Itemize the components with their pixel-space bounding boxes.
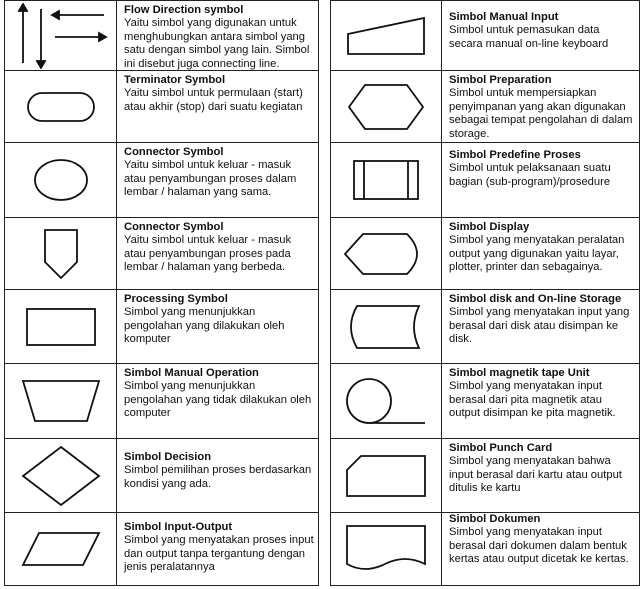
symbol-description: Simbol yang menyatakan bahwa input berasal dari kartu atau output ditulis ke kartu [449,455,622,495]
table-row [5,439,318,513]
manual-operation-trapezoid-icon [5,364,117,438]
table-row [331,218,639,290]
symbol-title: Simbol Predefine Proses [449,149,581,161]
left-symbol-table [4,0,319,586]
symbol-description: Simbol yang menyatakan peralatan output yang digunakan yaitu layar, plotter, printer dan sebagainya. [449,234,625,274]
disk-storage-icon [331,290,442,363]
table-row [5,290,318,364]
symbol-description: Simbol yang menyatakan input yang berasal dari disk atau disimpan ke disk. [449,306,630,346]
symbol-title: Simbol Dokumen [449,513,541,525]
document-icon [331,513,442,585]
table-row [331,290,639,364]
input-output-parallelogram-icon [5,513,117,585]
right-symbol-table [330,0,640,586]
manual-input-icon [331,1,442,70]
symbol-description: Simbol pemilihan proses berdasarkan kondisi yang ada. [124,464,312,490]
terminator-icon [5,71,117,142]
symbol-description: Simbol yang menyatakan input berasal dari dokumen dalam bentuk kertas atau output dicetak ke kertas. [449,526,629,566]
table-row [331,143,639,218]
symbol-description: Yaitu simbol untuk keluar - masuk atau penyambungan proses dalam lembar / halaman yang sama. [124,159,297,199]
symbol-title: Processing Symbol [124,293,228,305]
table-row [331,71,639,143]
symbol-title: Simbol Display [449,221,530,233]
symbol-description: Simbol yang menunjukkan pengolahan yang dilakukan oleh komputer [124,306,285,346]
symbol-title: Simbol Preparation [449,74,552,86]
offpage-connector-icon [5,218,117,289]
processing-rectangle-icon [5,290,117,363]
symbol-description: Yaitu simbol untuk keluar - masuk atau penyambungan proses pada lembar / halaman yang berbeda. [124,234,292,274]
symbol-description: Yaitu simbol yang digunakan untuk menghubungkan antara simbol yang satu dengan simbol yang lain. Simbol ini disebut juga connecting line. [124,17,310,70]
symbol-title: Flow Direction symbol [124,4,244,16]
symbol-description: Simbol untuk pemasukan data secara manual on-line keyboard [449,24,609,50]
decision-diamond-icon [5,439,117,512]
symbol-title: Simbol Punch Card [449,442,553,454]
symbol-title: Connector Symbol [124,221,224,233]
predefined-process-icon [331,143,442,217]
table-row [5,513,318,585]
table-row [5,71,318,143]
symbol-title: Simbol magnetik tape Unit [449,367,590,379]
magnetic-tape-icon [331,364,442,438]
table-row [5,143,318,218]
table-row [5,1,318,71]
connector-circle-icon [5,143,117,217]
symbol-description: Simbol untuk pelaksanaan suatu bagian (sub-program)/prosedure [449,162,611,188]
symbol-description: Simbol yang menyatakan proses input dan output tanpa tergantung dengan jenis peralatannya [124,534,314,574]
symbol-title: Simbol Manual Input [449,11,559,23]
flow-direction-arrows-icon [5,1,117,70]
symbol-title: Simbol Manual Operation [124,367,259,379]
display-icon [331,218,442,289]
symbol-title: Simbol disk and On-line Storage [449,293,622,305]
table-row [331,439,639,513]
symbol-description: Yaitu simbol untuk permulaan (start) atau akhir (stop) dari suatu kegiatan [124,87,303,113]
table-row [331,364,639,439]
symbol-description: Simbol untuk mempersiapkan penyimpanan yang akan digunakan sebagai tempat pengolahan di dalam storage. [449,87,633,140]
symbol-title: Simbol Input-Output [124,521,233,533]
table-row [331,513,639,585]
symbol-title: Connector Symbol [124,146,224,158]
symbol-title: Terminator Symbol [124,74,226,86]
table-row [5,218,318,290]
punch-card-icon [331,439,442,512]
preparation-hexagon-icon [331,71,442,142]
table-row [5,364,318,439]
symbol-title: Simbol Decision [124,451,212,463]
symbol-description: Simbol yang menyatakan input berasal dari pita magnetik atau output disimpan ke pita magnetik. [449,380,616,420]
symbol-description: Simbol yang menunjukkan pengolahan yang tidak dilakukan oleh computer [124,380,312,420]
table-row [331,1,639,71]
